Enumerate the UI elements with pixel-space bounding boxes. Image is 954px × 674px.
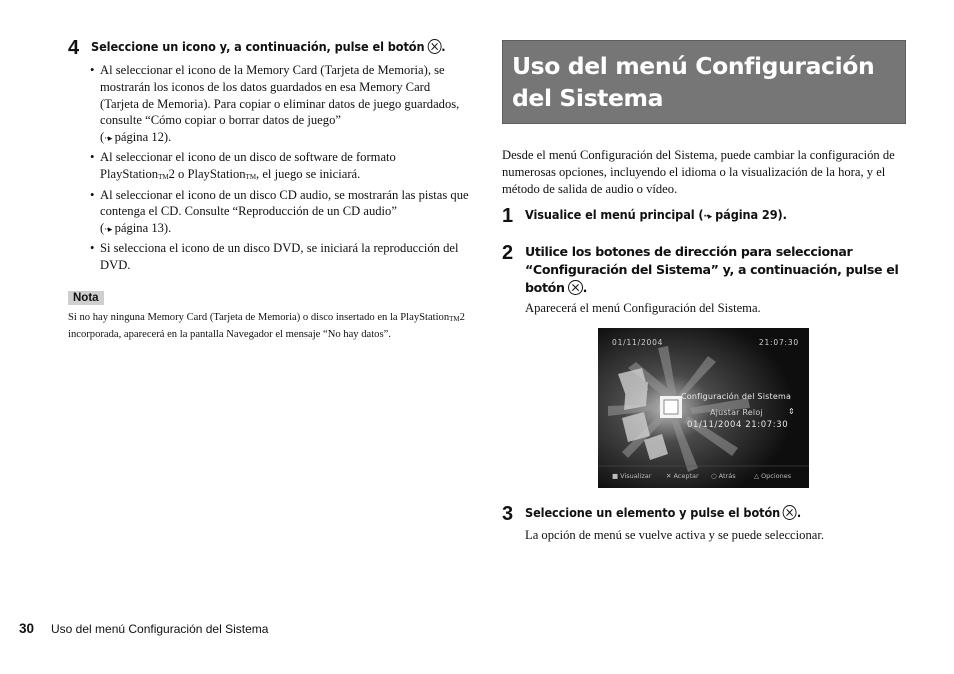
screen-menu-value: 01/11/2004 21:07:30: [687, 420, 789, 431]
system-settings-screenshot: [598, 328, 809, 488]
cross-button-icon: [427, 39, 441, 54]
note-text: Si no hay ninguna Memory Card (Tarjeta de Memoria) o disco insertado en la PlayStationTM2 incorporada, aparecerá en la pantalla Navegador el mensaje “No hay datos”.: [68, 311, 465, 341]
right-column: [502, 40, 906, 543]
list-item: • Al seleccionar el icono de la Memory Card (Tarjeta de Memoria), se mostrarán los iconos de los datos guardados en esa Memory Card (Tarjeta de Memoria). Para copiar o eliminar datos de juego guardados, consulte “Cómo copiar o borrar datos de juego” (··▸ página 12).: [90, 62, 470, 148]
list-item: • Si selecciona el icono de un disco DVD, se iniciará la reproducción del DVD.: [90, 240, 470, 274]
page-reference-arrow-icon: ··▸: [703, 212, 712, 223]
step-number: 3: [502, 503, 514, 526]
step-result: La opción de menú se vuelve activa y se puede seleccionar.: [525, 528, 824, 543]
screen-menu-title: Configuración del Sistema: [681, 392, 792, 402]
section-title: Uso del menú Configuración del Sistema: [512, 52, 875, 112]
step-number: 2: [502, 242, 514, 265]
screen-footer-item: ■ Visualizar: [612, 472, 652, 481]
step-4: [68, 38, 470, 58]
step-title: Utilice los botones de dirección para seleccionar “Configuración del Sistema” y, a continuación, pulse el botón .: [525, 244, 899, 296]
cross-button-icon: [783, 505, 797, 520]
ps2-crystal-background-icon: [598, 328, 809, 488]
bullet-list: [90, 62, 470, 274]
screen-date: 01/11/2004: [612, 338, 664, 348]
footer-section-title: Uso del menú Configuración del Sistema: [51, 622, 269, 636]
circle-button-icon: ○: [711, 472, 717, 481]
step-result: Aparecerá el menú Configuración del Sistema.: [525, 301, 761, 316]
step-2: [502, 243, 906, 297]
up-down-arrows-icon: ⇕: [788, 407, 795, 417]
section-header: [502, 40, 906, 124]
intro-paragraph: Desde el menú Configuración del Sistema, puede cambiar la configuración de numerosas opciones, incluyendo el idioma o la visualización de la hora, y el método de salida de audio o vídeo.: [502, 148, 895, 196]
list-item: • Al seleccionar el icono de un disco CD audio, se mostrarán las pistas que contenga el CD. Consulte “Reproducción de un CD audio” (··▸ página 13).: [90, 187, 470, 239]
note-label: Nota: [68, 291, 104, 305]
screen-footer-item: ✕ Aceptar: [666, 472, 699, 481]
triangle-button-icon: △: [754, 472, 759, 481]
step-title: Seleccione un icono y, a continuación, pulse el botón .: [91, 40, 446, 54]
page-footer: [19, 621, 268, 636]
screen-menu-item: Ajustar Reloj: [710, 408, 763, 418]
screen-time: 21:07:30: [758, 338, 799, 348]
step-number: 4: [68, 37, 80, 59]
step-title: Seleccione un elemento y pulse el botón .: [525, 506, 802, 521]
screen-footer-item: ○ Atrás: [711, 472, 736, 481]
screen-footer-item: △ Opciones: [754, 472, 792, 481]
step-3: [502, 504, 906, 524]
page-number: 30: [19, 621, 35, 636]
page-reference-arrow-icon: ··▸: [104, 225, 112, 236]
step-number: 1: [502, 205, 514, 228]
cross-button-icon: [568, 280, 583, 295]
cross-button-icon: ✕: [666, 472, 672, 481]
list-item: • Al seleccionar el icono de un disco de software de formato PlayStationTM2 o PlayStationTM, el juego se iniciará.: [90, 149, 470, 186]
step-1: [502, 206, 906, 226]
square-button-icon: ■: [612, 472, 619, 481]
left-column: [68, 38, 470, 343]
step-title: Visualice el menú principal (··▸ página 29).: [525, 208, 787, 223]
page-reference-arrow-icon: ··▸: [104, 134, 112, 145]
